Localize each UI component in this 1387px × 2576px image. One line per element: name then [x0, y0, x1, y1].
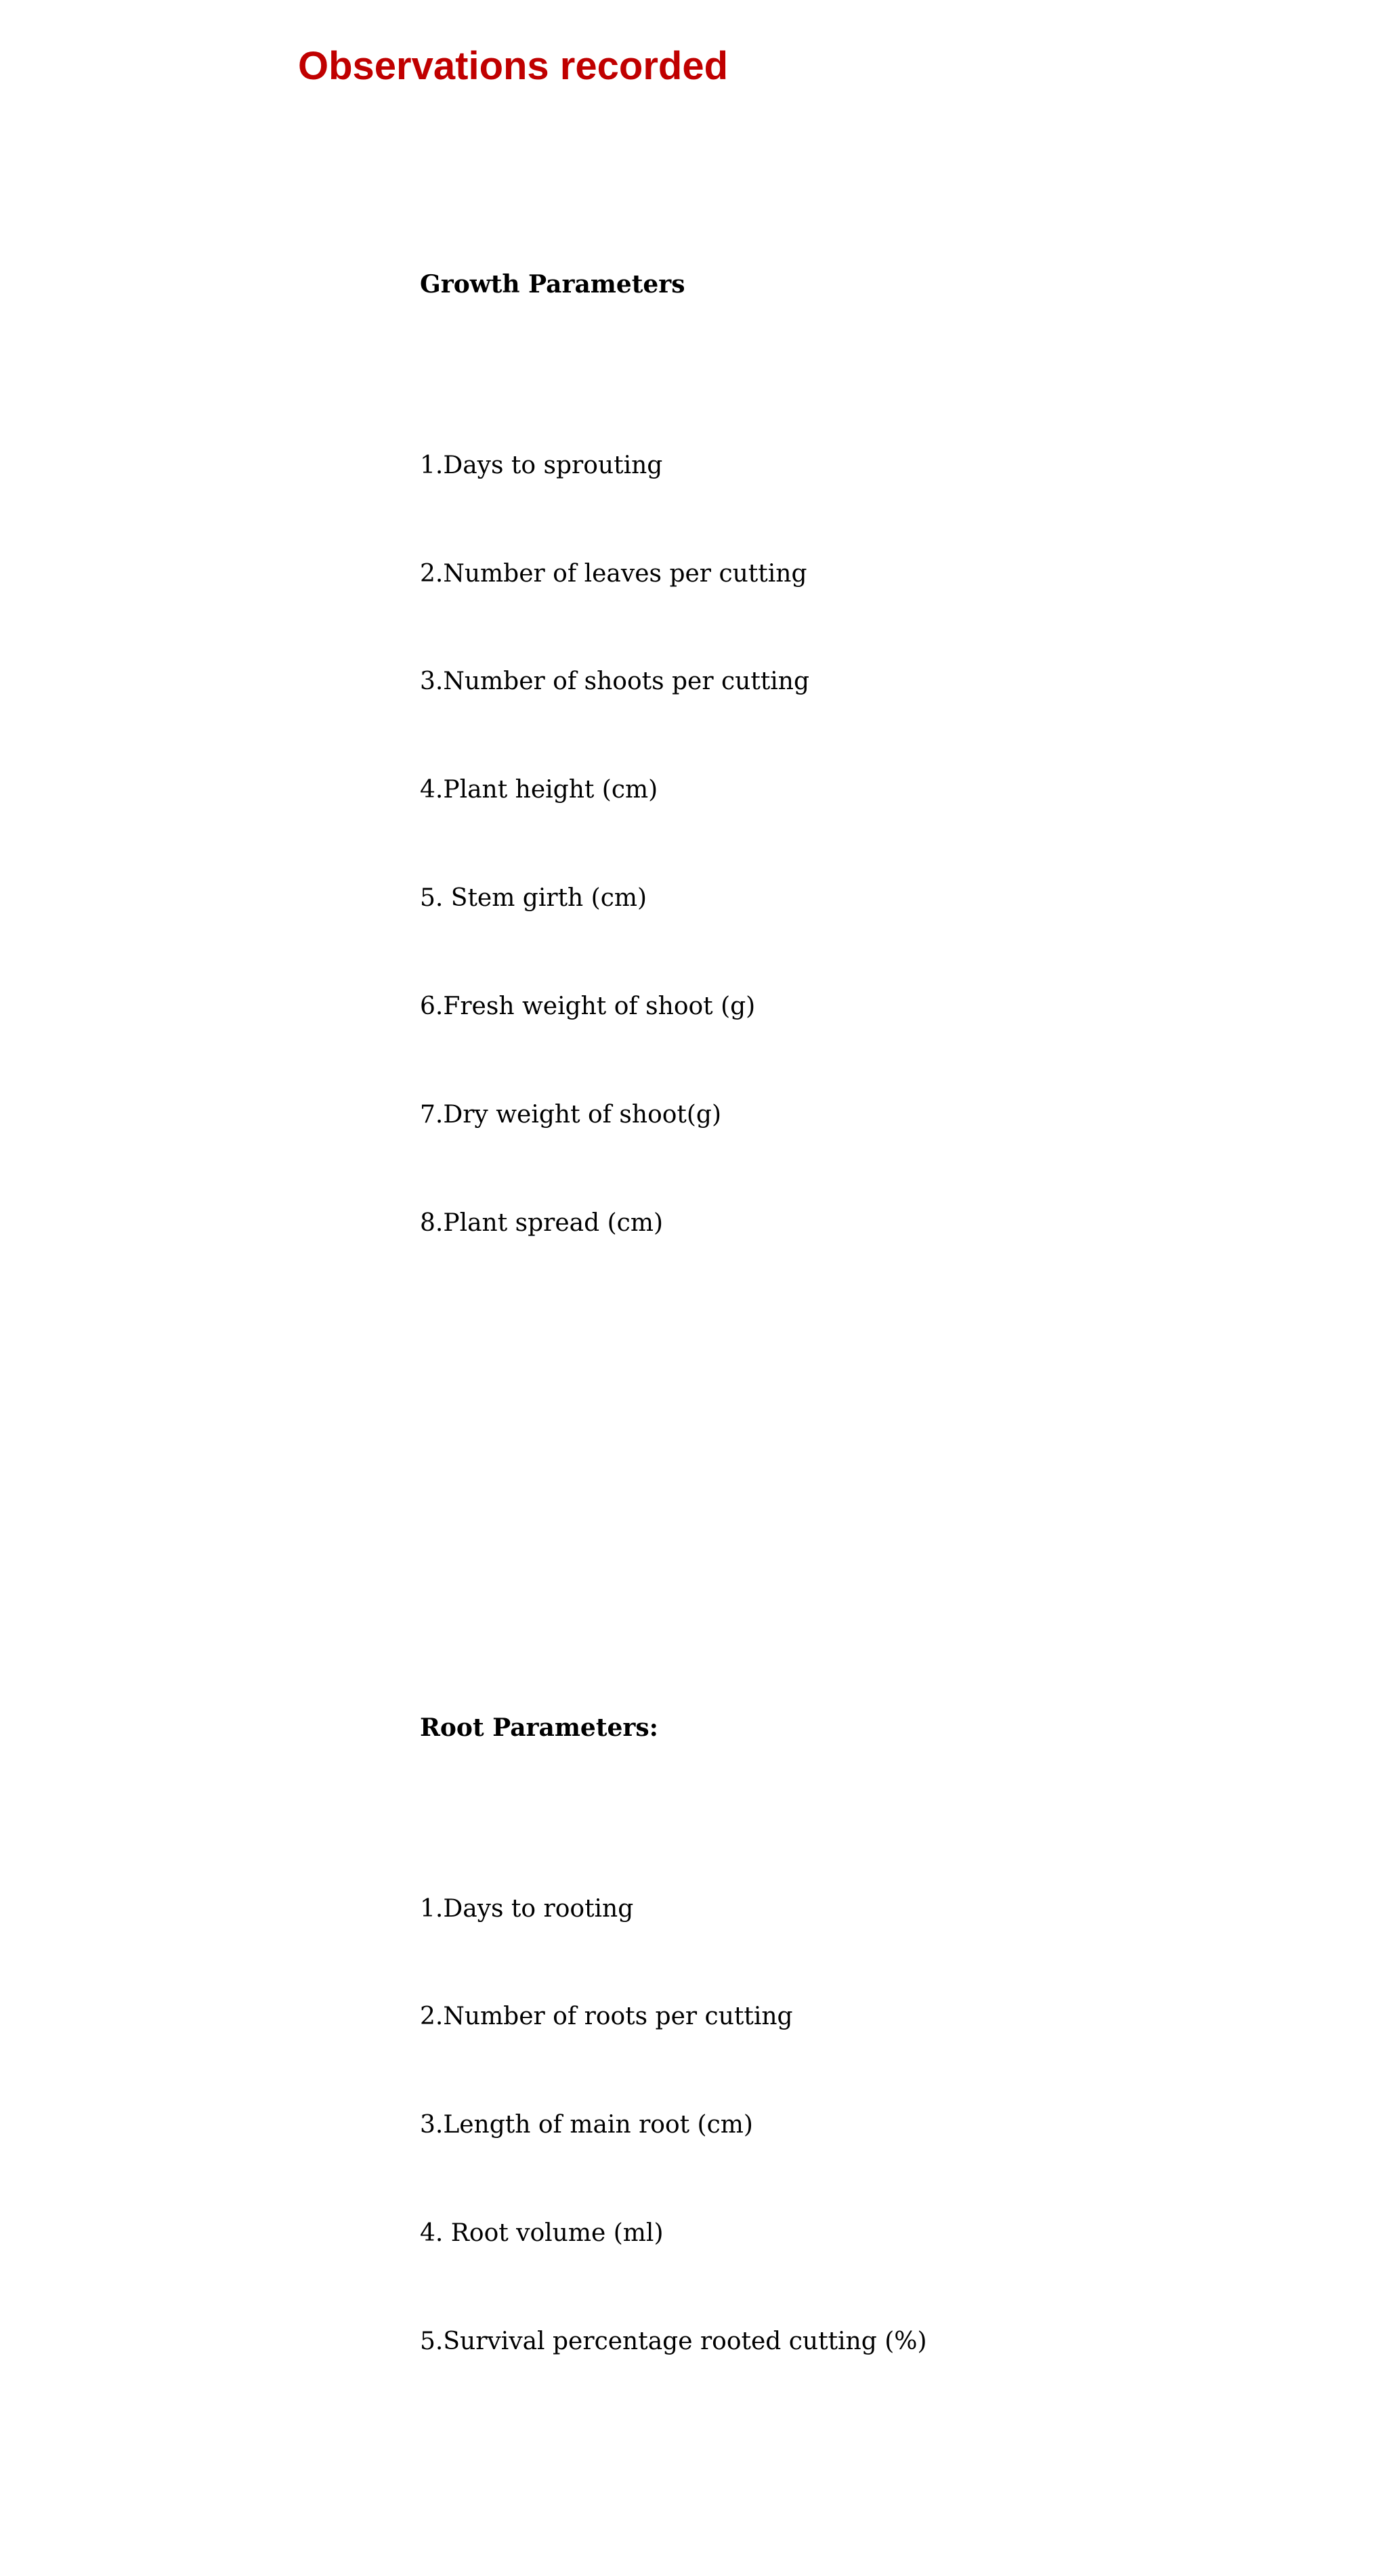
list-item: 1.Days to rooting [420, 1894, 634, 1923]
list-item: 2.Number of leaves per cutting [420, 559, 807, 588]
list-item: 5.Survival percentage rooted cutting (%) [420, 2328, 927, 2356]
root-parameters-list [420, 1818, 927, 2432]
list-item: 4.Plant height (cm) [420, 776, 658, 804]
root-parameters-section [420, 1638, 927, 2504]
list-item: 8.Plant spread (cm) [420, 1208, 664, 1237]
list-item: 4. Root volume (ml) [420, 2219, 664, 2248]
list-item: 1.Days to sprouting [420, 451, 663, 479]
section-spacer [420, 1493, 927, 1529]
growth-parameters-list [420, 375, 927, 1313]
list-item: 2.Number of roots per cutting [420, 2003, 793, 2031]
growth-parameters-heading: Growth Parameters [420, 270, 685, 299]
list-item: 7.Dry weight of shoot(g) [420, 1101, 722, 1129]
growth-parameters-section [420, 195, 927, 1386]
list-item: 3.Number of shoots per cutting [420, 668, 810, 696]
list-item: 6.Fresh weight of shoot (g) [420, 992, 756, 1021]
list-item: 5. Stem girth (cm) [420, 884, 647, 913]
root-parameters-heading: Root Parameters: [420, 1713, 658, 1743]
slide-title: Observations recorded [298, 44, 728, 88]
list-item: 3.Length of main root (cm) [420, 2111, 753, 2139]
slide-content [420, 123, 927, 2576]
